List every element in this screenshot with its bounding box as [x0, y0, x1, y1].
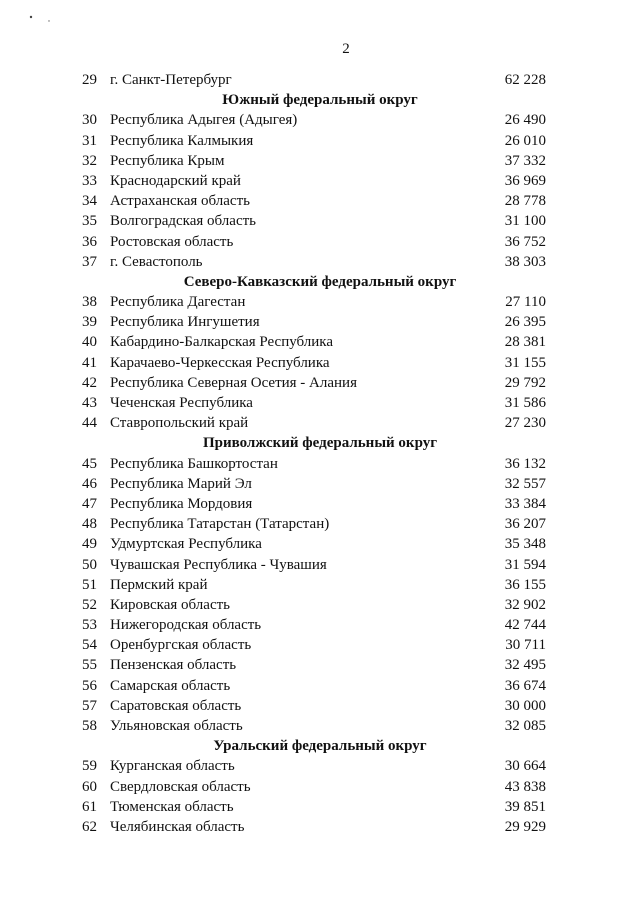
region-name: Республика Марий Эл	[110, 475, 252, 492]
table-row	[0, 191, 640, 211]
table-row	[0, 494, 640, 514]
region-value: 31 594	[504, 556, 546, 573]
region-value: 32 085	[504, 718, 546, 734]
table-row	[0, 534, 640, 554]
table-row	[0, 615, 640, 635]
table-row	[0, 514, 640, 534]
region-name: Саратовская область	[110, 697, 242, 714]
region-name: Курганская область	[110, 758, 235, 775]
region-value: 35 348	[504, 536, 546, 553]
district-heading: Приволжский федеральный округ	[202, 435, 438, 452]
table-row	[0, 817, 640, 837]
row-number: 39	[82, 314, 97, 331]
region-name: г. Севастополь	[110, 253, 203, 270]
row-number: 38	[82, 294, 97, 311]
table-row	[0, 252, 640, 272]
table-row	[0, 655, 640, 675]
region-value: 42 744	[504, 617, 546, 634]
scan-speck	[30, 16, 32, 18]
table-row	[0, 312, 640, 332]
table-row	[0, 797, 640, 817]
region-name: Кабардино-Балкарская Республика	[110, 334, 334, 351]
table-row	[0, 151, 640, 171]
table-row	[0, 393, 640, 413]
region-value: 36 132	[504, 455, 546, 472]
row-number: 55	[82, 657, 97, 674]
region-value: 36 752	[504, 233, 546, 250]
region-name: Республика Калмыкия	[110, 132, 254, 149]
region-value: 33 384	[504, 495, 546, 512]
row-number: 61	[82, 798, 97, 815]
district-heading: Южный федеральный округ	[222, 92, 418, 109]
region-value: 26 490	[504, 112, 546, 129]
region-value: 37 332	[504, 152, 546, 169]
region-value: 28 381	[504, 334, 546, 351]
region-value: 31 155	[504, 354, 546, 371]
table-row	[0, 332, 640, 352]
row-number: 40	[82, 334, 97, 351]
table-row	[0, 454, 640, 474]
region-name: Челябинская область	[110, 818, 245, 835]
region-value: 29 792	[504, 374, 546, 391]
district-heading: Северо-Кавказский федеральный округ	[183, 273, 457, 290]
table-row	[0, 413, 640, 433]
table-row	[0, 474, 640, 494]
row-number: 36	[82, 233, 97, 250]
region-value: 32 557	[504, 475, 546, 492]
region-name: Республика Адыгея (Адыгея)	[110, 112, 298, 129]
region-name: Республика Башкортостан	[110, 455, 278, 472]
region-name: Кировская область	[110, 596, 231, 613]
region-name: Пермский край	[110, 576, 208, 593]
row-number: 52	[82, 596, 97, 613]
table-row	[0, 171, 640, 191]
row-number: 41	[82, 354, 97, 371]
region-name: Пензенская область	[110, 657, 237, 674]
region-name: Карачаево-Черкесская Республика	[110, 354, 330, 371]
table-row	[0, 232, 640, 252]
row-number: 51	[82, 576, 97, 593]
row-number: 44	[82, 415, 97, 432]
row-number: 45	[82, 455, 97, 472]
region-name: Республика Мордовия	[110, 495, 253, 512]
table-row	[0, 292, 640, 312]
table-row	[0, 211, 640, 231]
table-row	[0, 676, 640, 696]
table-row	[0, 70, 640, 90]
row-number: 62	[82, 818, 97, 835]
row-number: 49	[82, 536, 97, 553]
region-name: Республика Ингушетия	[110, 314, 260, 331]
row-number: 56	[82, 677, 97, 694]
region-name: Ростовская область	[110, 233, 234, 250]
row-number: 35	[82, 213, 97, 230]
row-number: 59	[82, 758, 97, 775]
region-name: Удмуртская Республика	[110, 536, 262, 553]
row-number: 42	[82, 374, 97, 391]
region-name: Ставропольский край	[110, 415, 249, 432]
region-value: 39 851	[504, 798, 546, 815]
region-value: 29 929	[504, 818, 546, 835]
region-name: Астраханская область	[110, 193, 250, 210]
region-name: Краснодарский край	[110, 172, 241, 189]
row-number: 37	[82, 253, 97, 270]
region-value: 27 230	[504, 415, 546, 432]
region-value: 26 010	[504, 132, 546, 149]
row-number: 29	[82, 72, 97, 88]
region-value: 36 969	[504, 172, 546, 189]
table-row	[0, 595, 640, 615]
region-value: 32 902	[504, 596, 546, 613]
row-number: 30	[82, 112, 97, 129]
region-name: Оренбургская область	[110, 637, 252, 654]
region-value: 31 100	[504, 213, 546, 230]
region-name: Ульяновская область	[110, 718, 243, 734]
row-number: 47	[82, 495, 97, 512]
row-number: 32	[82, 152, 97, 169]
row-number: 48	[82, 516, 97, 533]
region-name: Волгоградская область	[110, 213, 256, 230]
row-number: 60	[82, 778, 97, 795]
table-row	[0, 777, 640, 797]
row-number: 50	[82, 556, 97, 573]
region-name: Чувашская Республика - Чувашия	[110, 556, 327, 573]
region-value: 30 711	[505, 637, 546, 654]
region-name: г. Санкт-Петербург	[110, 72, 232, 88]
region-value: 38 303	[504, 253, 546, 270]
region-value: 28 778	[504, 193, 546, 210]
region-name: Тюменская область	[110, 798, 234, 815]
region-value: 27 110	[505, 294, 546, 311]
row-number: 54	[82, 637, 97, 654]
row-number: 57	[82, 697, 97, 714]
row-number: 43	[82, 395, 97, 411]
region-value: 43 838	[504, 778, 546, 795]
table-row	[0, 756, 640, 776]
district-heading: Уральский федеральный округ	[213, 738, 427, 755]
regions-table	[0, 70, 640, 837]
region-value: 32 495	[504, 657, 546, 674]
table-row	[0, 353, 640, 373]
row-number: 58	[82, 718, 97, 734]
table-row	[0, 716, 640, 736]
region-name: Чеченская Республика	[110, 395, 253, 411]
row-number: 46	[82, 475, 97, 492]
row-number: 31	[82, 132, 97, 149]
region-name: Республика Северная Осетия - Алания	[110, 374, 357, 391]
row-number: 33	[82, 172, 97, 189]
table-row	[0, 696, 640, 716]
region-value: 36 674	[504, 677, 546, 694]
table-row	[0, 635, 640, 655]
row-number: 34	[82, 193, 97, 210]
region-name: Нижегородская область	[110, 617, 262, 634]
region-name: Самарская область	[110, 677, 231, 694]
table-row	[0, 110, 640, 130]
table-row	[0, 575, 640, 595]
region-name: Свердловская область	[110, 778, 251, 795]
region-value: 31 586	[504, 395, 546, 411]
scan-speck	[48, 20, 49, 21]
table-row	[0, 131, 640, 151]
table-row	[0, 555, 640, 575]
region-value: 26 395	[504, 314, 546, 331]
region-name: Республика Дагестан	[110, 294, 246, 311]
region-value: 62 228	[504, 72, 546, 88]
region-value: 36 207	[504, 516, 546, 533]
region-value: 36 155	[504, 576, 546, 593]
region-name: Республика Крым	[110, 152, 225, 169]
region-value: 30 664	[504, 758, 546, 775]
page-number: 2	[342, 41, 350, 57]
region-value: 30 000	[504, 697, 546, 714]
region-name: Республика Татарстан (Татарстан)	[110, 516, 330, 533]
row-number: 53	[82, 617, 97, 634]
table-row	[0, 373, 640, 393]
